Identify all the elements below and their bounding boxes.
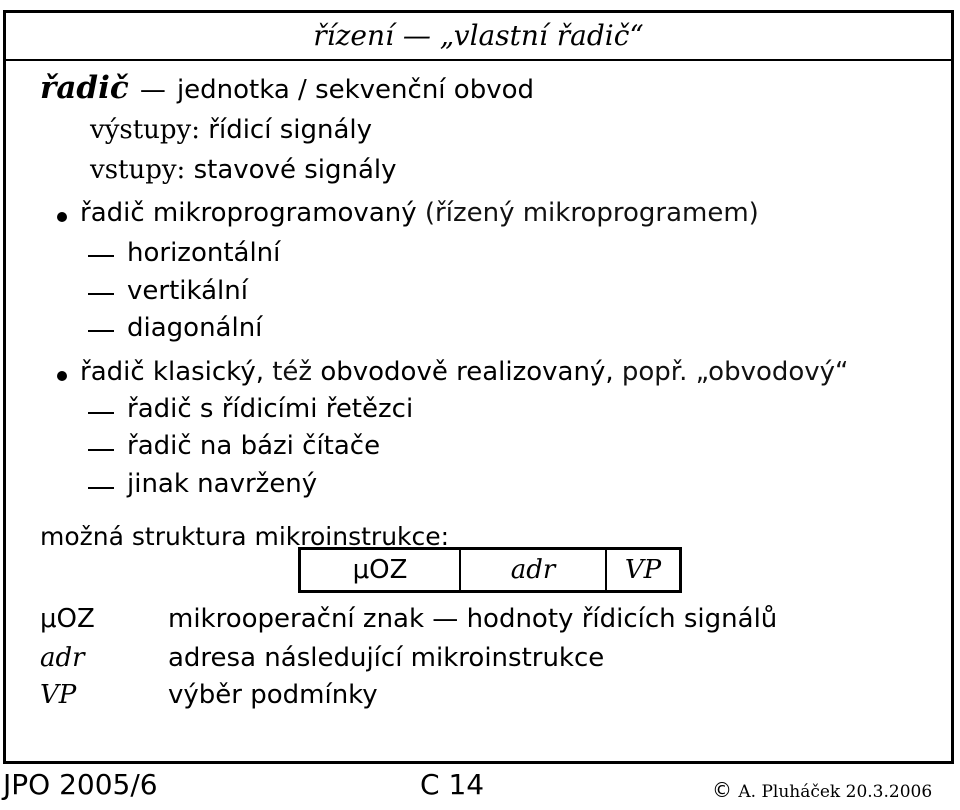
bullet2-main: řadič klasický, — [80, 357, 264, 387]
io-inputs-value: stavové signály — [193, 155, 397, 185]
heading-line — [40, 70, 534, 106]
footer-author-date: A. Pluháček 20.3.2006 — [738, 782, 933, 802]
dash-icon — [88, 412, 114, 414]
bullet1-main: řadič mikroprogramovaný — [80, 198, 417, 228]
title-bar — [6, 13, 951, 61]
list-item: horizontální — [127, 238, 281, 268]
list-item: vertikální — [127, 276, 248, 306]
dash-icon — [88, 330, 114, 332]
footer-author — [712, 778, 932, 802]
dash-icon — [88, 449, 114, 451]
heading-dash: — — [139, 75, 166, 105]
heading-term: řadič — [40, 70, 129, 106]
legend-desc-adr: adresa následující mikroinstrukce — [168, 643, 605, 673]
io-outputs — [90, 115, 372, 145]
heading-definition: jednotka / sekvenční obvod — [176, 75, 534, 105]
field-adr: adr — [459, 550, 605, 590]
footer-slide-number: C 14 — [420, 768, 485, 801]
legend-desc-vp: výběr podmínky — [168, 680, 378, 710]
legend-term-adr: adr — [40, 643, 85, 673]
field-vp: VP — [605, 550, 679, 590]
io-outputs-value: řídicí signály — [208, 115, 372, 145]
io-outputs-label: výstupy: — [90, 115, 201, 145]
bullet-icon — [57, 212, 67, 222]
bullet2-aside2: popř. „obvodový“ — [621, 357, 849, 387]
list-item: jinak navržený — [127, 469, 318, 499]
dash-icon — [88, 293, 114, 295]
legend-term-vp: VP — [40, 680, 77, 710]
list-item: diagonální — [127, 313, 263, 343]
microinstruction-format — [298, 547, 682, 593]
list-item: řadič s řídicími řetězci — [127, 394, 414, 424]
io-inputs — [90, 155, 397, 185]
bullet1-note: (řízený mikroprogramem) — [424, 198, 759, 228]
slide-title: řízení — „vlastní řadič“ — [313, 19, 644, 52]
copyright-icon: © — [712, 778, 732, 802]
dash-icon — [88, 487, 114, 489]
io-inputs-label: vstupy: — [90, 155, 186, 185]
bullet2-mid: obvodově realizovaný, — [320, 357, 614, 387]
bullet-icon — [57, 371, 67, 381]
bullet-classic — [80, 357, 849, 387]
footer-course: JPO 2005/6 — [3, 768, 158, 801]
structure-label: možná struktura mikroinstrukce: — [40, 522, 450, 551]
field-uoz: μOZ — [352, 555, 408, 585]
bullet-microprogrammed — [80, 198, 759, 228]
list-item: řadič na bázi čítače — [127, 431, 381, 461]
legend-desc-uoz: mikrooperační znak — hodnoty řídicích signálů — [168, 604, 778, 634]
bullet2-aside1: též — [272, 357, 313, 387]
dash-icon — [88, 255, 114, 257]
legend-term-uoz: μOZ — [40, 604, 95, 634]
